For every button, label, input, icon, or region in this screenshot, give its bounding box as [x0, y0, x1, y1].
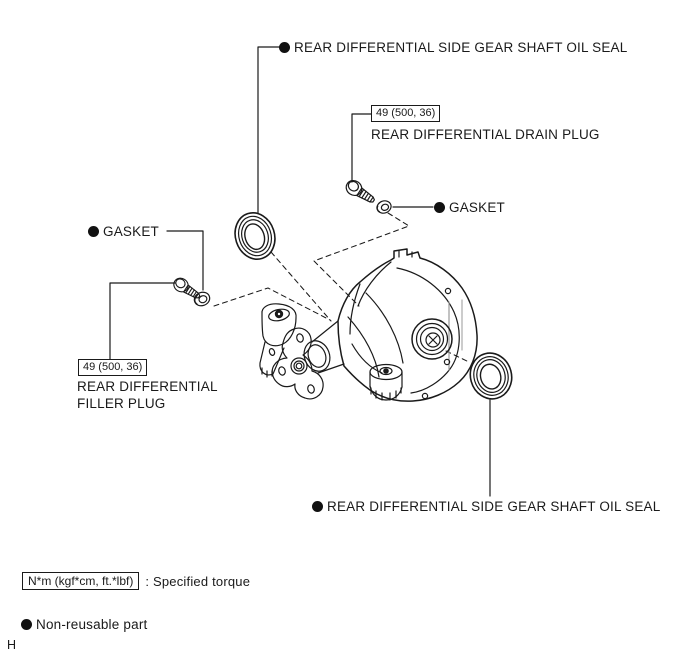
non-reusable-text: Non-reusable part	[36, 617, 148, 632]
filler-plug-bolt-art	[171, 275, 203, 302]
torque-units-box: N*m (kgf*cm, ft.*lbf)	[22, 572, 139, 590]
label-bottom-oil-seal	[312, 499, 660, 514]
filler-plug-torque-spec: 49 (500, 36)	[78, 359, 147, 376]
filler-plug-text-line1: REAR DIFFERENTIAL	[77, 379, 218, 394]
oil-seal-top-art	[229, 208, 281, 265]
non-reusable-bullet-icon	[312, 501, 323, 512]
label-top-oil-seal	[279, 40, 627, 55]
bottom-oil-seal-text: REAR DIFFERENTIAL SIDE GEAR SHAFT OIL SEAL	[327, 499, 661, 514]
page-marker: H	[7, 638, 17, 652]
drain-plug-bolt-art	[343, 178, 377, 207]
label-filler-plug	[77, 378, 218, 412]
filler-plug-text-line2: FILLER PLUG	[77, 396, 166, 411]
non-reusable-bullet-icon	[279, 42, 290, 53]
differential-housing-art	[260, 249, 477, 401]
drain-plug-text: REAR DIFFERENTIAL DRAIN PLUG	[371, 127, 600, 142]
non-reusable-bullet-icon	[21, 619, 32, 630]
label-drain-plug	[371, 127, 600, 142]
torque-legend-text: : Specified torque	[145, 573, 251, 589]
gasket-right-text: GASKET	[449, 200, 505, 215]
gasket-left-text: GASKET	[103, 224, 159, 239]
label-gasket-left	[88, 224, 159, 239]
non-reusable-bullet-icon	[434, 202, 445, 213]
legend-specified-torque	[22, 572, 250, 590]
oil-seal-bottom-art	[465, 348, 517, 403]
top-oil-seal-text: REAR DIFFERENTIAL SIDE GEAR SHAFT OIL SEAL	[294, 40, 628, 55]
legend-non-reusable	[21, 617, 147, 632]
drain-plug-torque-spec: 49 (500, 36)	[371, 105, 440, 122]
drain-gasket-art	[375, 199, 393, 215]
non-reusable-bullet-icon	[88, 226, 99, 237]
projection-dashed-lines	[214, 213, 469, 362]
label-gasket-right	[434, 200, 505, 215]
